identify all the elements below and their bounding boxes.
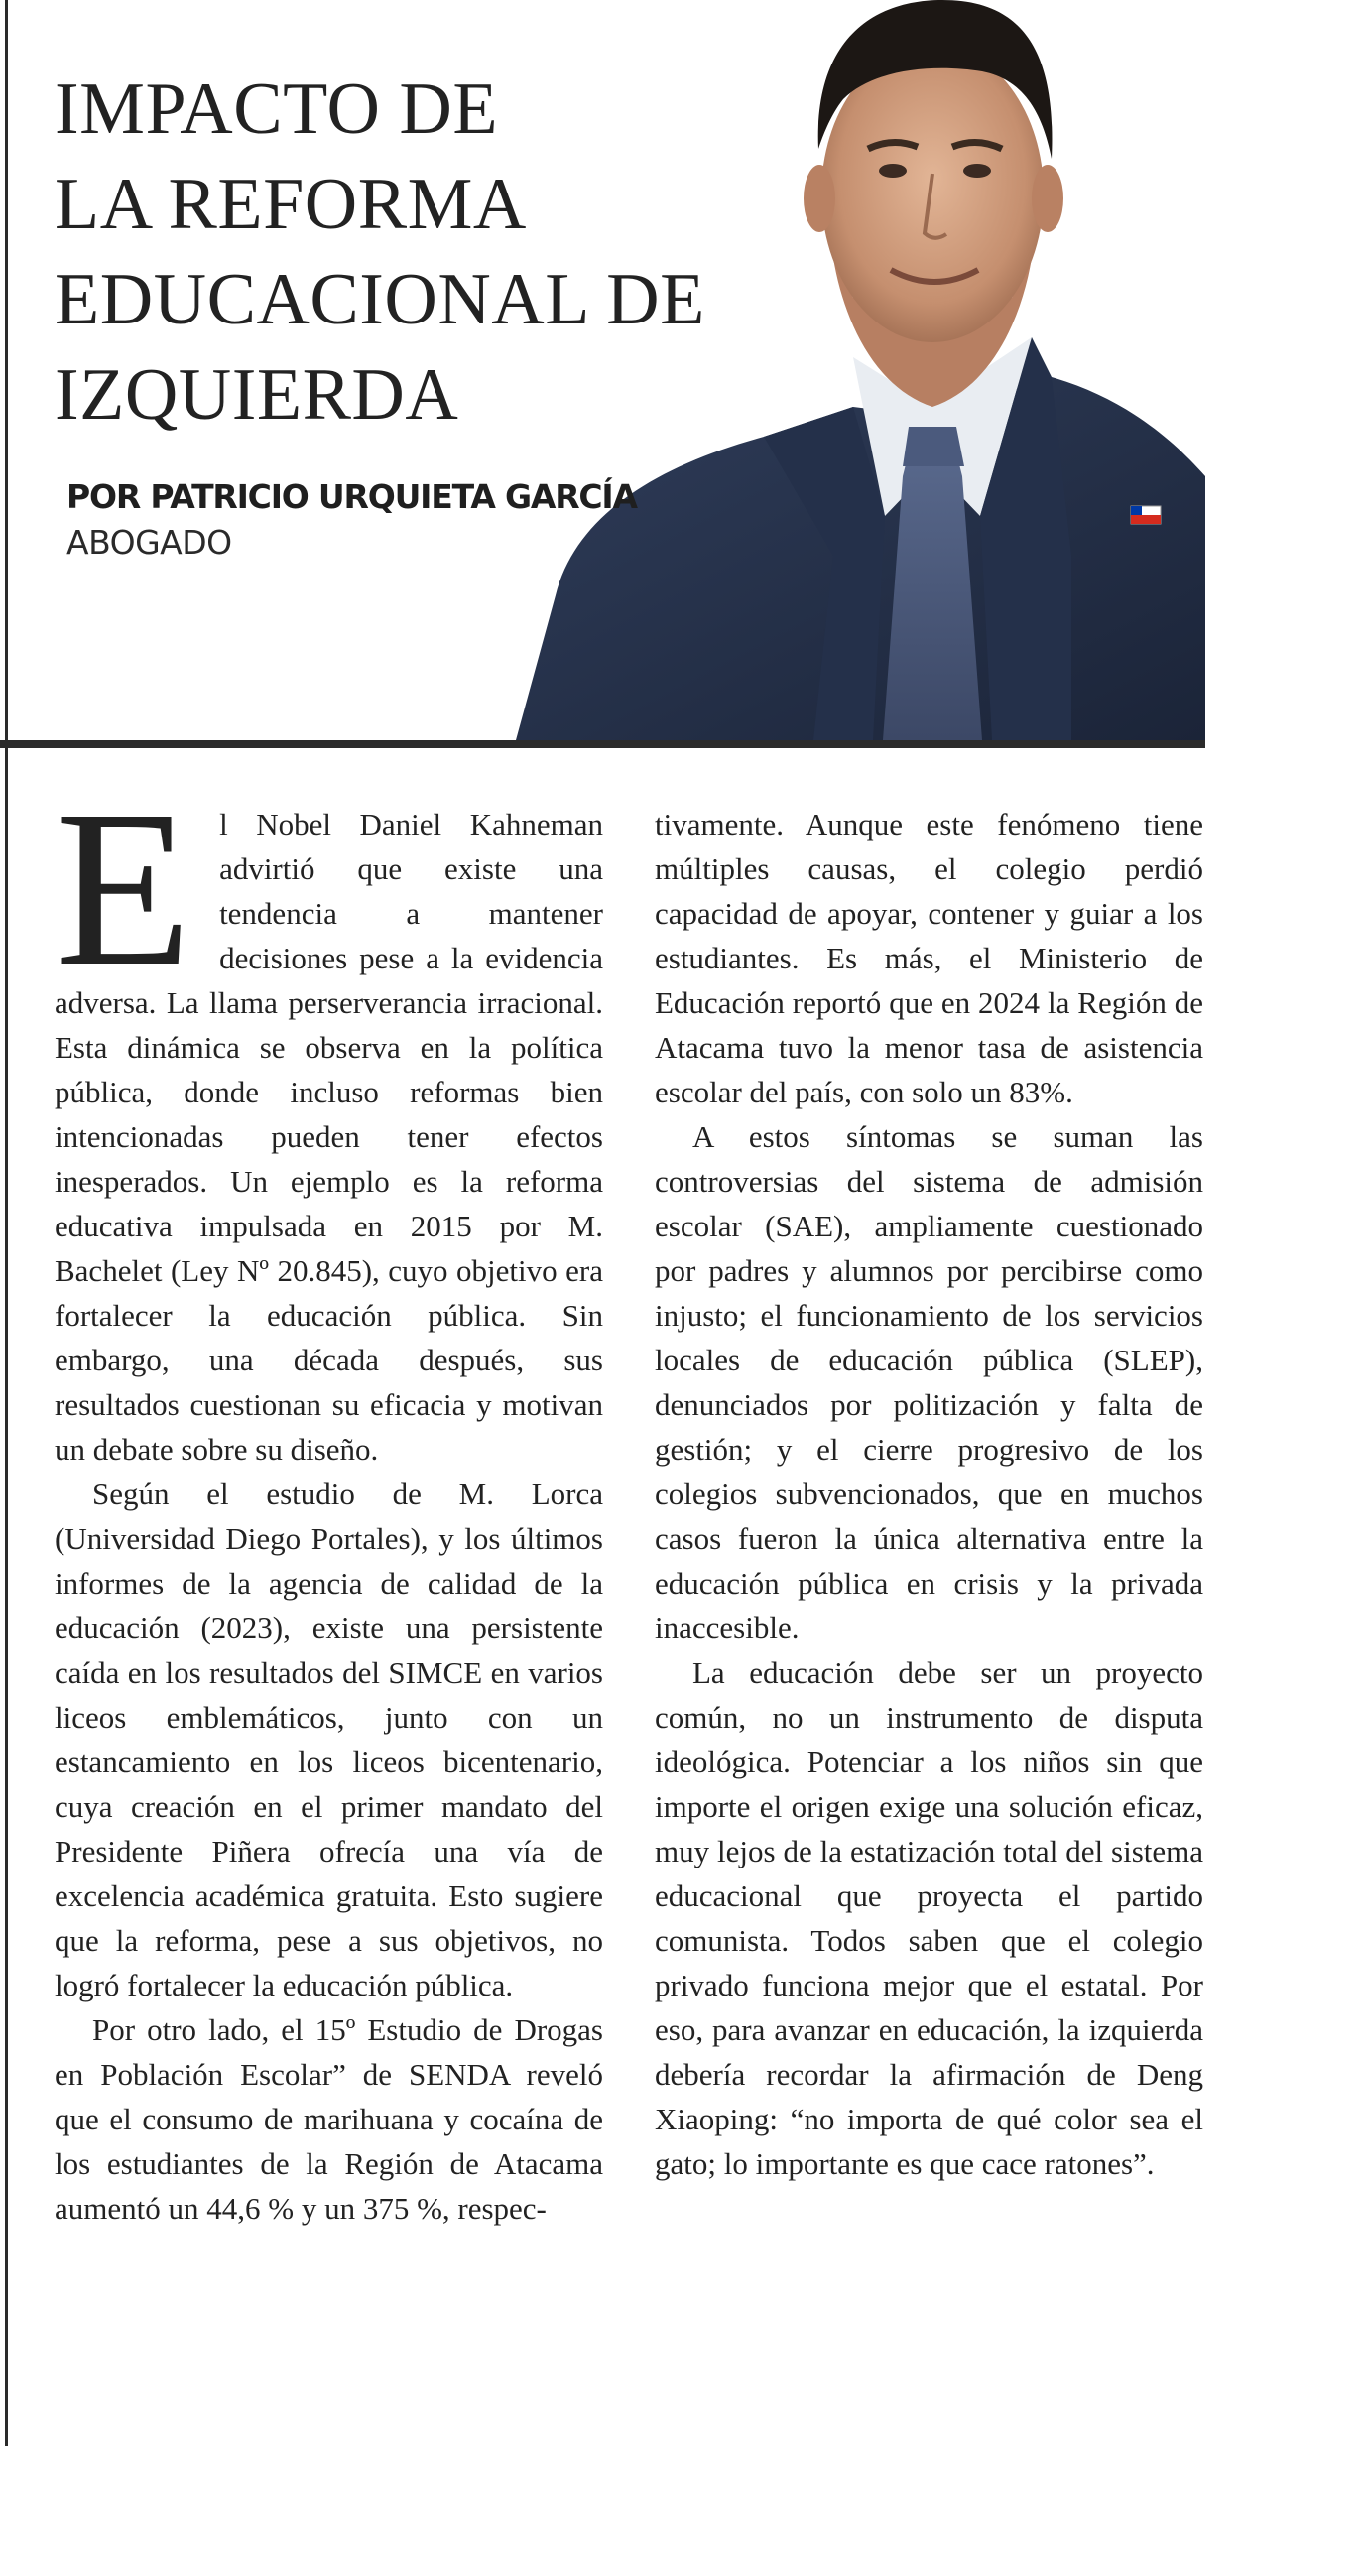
paragraph: tivamente. Aunque este fenómeno tiene múltiples causas, el colegio perdió capacidad de apoyar, contener y guiar a los estudiantes. Es más, el Ministerio de Educación reportó que en 2024 la Región de Atacama tuvo la menor tasa de asistencia escolar del país, con solo un 83%. (655, 807, 1203, 1109)
paragraph-text: l Nobel Daniel Kahneman advirtió que existe una tendencia a mantener decisiones pese a la evidencia adversa. La llama perserverancia irracional. Esta dinámica se observa en la política pública, donde incluso reformas bien intencionadas pueden tener efectos inesperados. Un ejemplo es la reforma educativa impulsada en 2015 por M. Bachelet (Ley Nº 20.845), cuyo objetivo era fortalecer la educación pública. Sin embargo, una década después, sus resultados cuestionan su eficacia y motivan un debate sobre su diseño. (55, 807, 603, 1467)
author-photo (516, 0, 1205, 740)
drop-cap: E (55, 764, 192, 1012)
title-line: EDUCACIONAL DE (55, 259, 705, 340)
article-column-right (655, 802, 1203, 2186)
left-margin-rule (5, 0, 8, 2446)
flag-pin-icon (1131, 506, 1161, 524)
author-role: ABOGADO (66, 523, 232, 562)
title-line: IZQUIERDA (55, 354, 459, 436)
title-line: IMPACTO DE (55, 68, 499, 150)
paragraph: La educación debe ser un proyecto común, no un instrumento de disputa ideológica. Potenciar a los niños sin que importe el origen exige una solución eficaz, muy lejos de la estatización total del sistema educacional que proyecta el partido comunista. Todos saben que el colegio privado funciona mejor que el estatal. Por eso, para avanzar en educación, la izquierda debería recordar la afirmación de Deng Xiaoping: “no importa de qué color sea el gato; lo importante es que cace ratones”. (655, 1655, 1203, 2181)
paragraph: Según el estudio de M. Lorca (Universidad Diego Portales), y los últimos informes de la agencia de calidad de la educación (2023), existe una persistente caída en los resultados del SIMCE en varios liceos emblemáticos, junto con un estancamiento en los liceos bicentenario, cuya creación en el primer mandato del Presidente Piñera ofrecía una vía de excelencia académica gratuita. Esto sugiere que la reforma, pese a sus objetivos, no logró fortalecer la educación pública. (55, 1477, 603, 2002)
header-divider (0, 740, 1205, 748)
paragraph: A estos síntomas se suman las controversias del sistema de admisión escolar (SAE), ampliamente cuestionado por padres y alumnos por percibirse como injusto; el funcionamiento de los servicios locales de educación pública (SLEP), denunciados por politización y falta de gestión; y el cierre progresivo de los colegios subvencionados, que en muchos casos fueron la única alternativa entre la educación pública en crisis y la privada inaccesible. (655, 1119, 1203, 1645)
author-name: POR PATRICIO URQUIETA GARCÍA (66, 477, 637, 516)
article-column-left (55, 764, 603, 2231)
paragraph: Por otro lado, el 15º Estudio de Drogas en Población Escolar” de SENDA reveló que el consumo de marihuana y cocaína de los estudiantes de la Región de Atacama aumentó un 44,6 % y un 375 %, respec- (55, 2012, 603, 2226)
paragraph (55, 764, 603, 1472)
byline (66, 474, 637, 566)
title-line: LA REFORMA (55, 164, 527, 245)
